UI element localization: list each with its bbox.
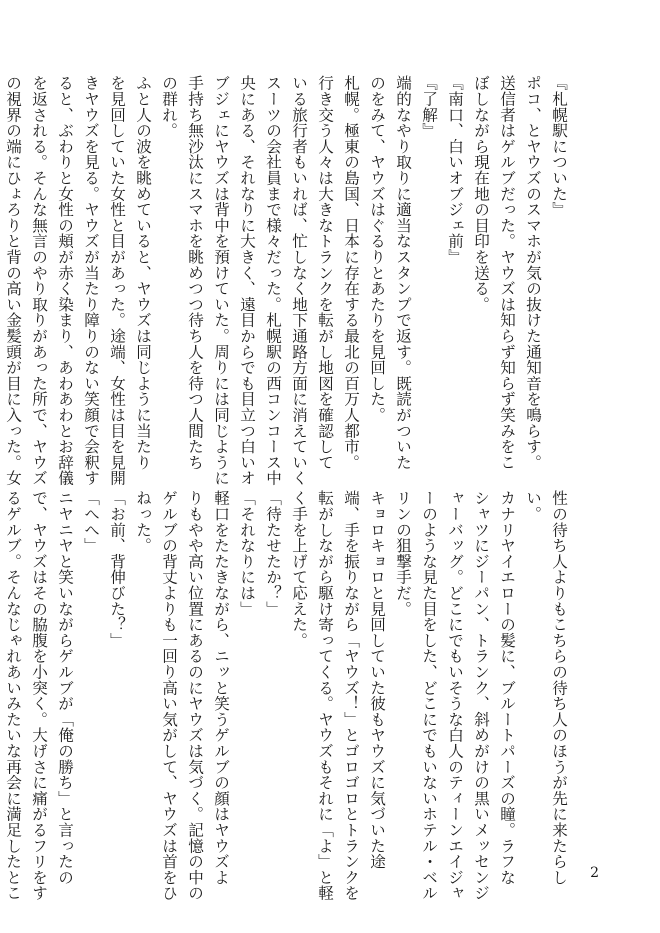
lower-text-line: で、ヤウズはその脇腹を小突く。大げさに痛がるフリをす: [30, 490, 48, 901]
lower-text-line: 性の待ち人よりもこちらの待ち人のほうが先に来たらし: [550, 490, 568, 885]
lower-text-line: ニヤニヤと笑いながらゲルブが「俺の勝ち」と言ったの: [56, 490, 74, 885]
lower-text-line: 軽口をたたきながら、ニッと笑うゲルブの顔はヤウズよ: [212, 490, 230, 885]
upper-text-line: 送信者はゲルブだった。ヤウズは知らず知らず笑みをこ: [498, 75, 516, 470]
text-block-upper: [4, 75, 572, 486]
upper-text-line: の視界の端にひょろりと背の高い金髪頭が目に入った。女: [4, 75, 22, 486]
upper-text-line: 手持ち無沙汰にスマホを眺めつつ待ち人を待つ人間たち: [186, 75, 204, 470]
lower-text-line: るゲルブ。そんなじゃれあいみたいな再会に満足したとこ: [4, 490, 22, 901]
lower-text-line: ねった。: [134, 490, 152, 554]
upper-text-line: の群れ。: [160, 75, 178, 139]
upper-text-line: 『札幌駅についた』: [550, 75, 568, 218]
lower-text-line: ーのような見た目をした、どこにでもいないホテル・ベル: [420, 490, 438, 901]
upper-text-line: 札幌。極東の島国、日本に存在する最北の百万人都市。: [342, 75, 360, 470]
upper-text-line: 『了解』: [420, 75, 438, 139]
upper-text-line: いる旅行者もいれば、忙しなく地下通路方面に消えていく: [290, 75, 308, 486]
lower-text-line: い。: [524, 490, 542, 522]
upper-text-line: 行き交う人々は大きなトランクを転がし地図を確認して: [316, 75, 334, 470]
upper-text-line: を見回していた女性と目があった。途端、女性は目を見開: [108, 75, 126, 486]
lower-text-line: 「へへ」: [82, 490, 100, 554]
lower-text-line: 転がしながら駆け寄ってくる。ヤウズもそれに「よ」と軽: [316, 490, 334, 901]
upper-text-line: ると、ぶわりと女性の頬が赤く染まり、あわあわとお辞儀: [56, 75, 74, 486]
upper-text-line: のをみて、ヤウズはぐるりとあたりを見回した。: [368, 75, 386, 423]
upper-text-line: 『南口、白いオブジェ前』: [446, 75, 464, 265]
lower-text-line: りもやや高い位置にあるのにヤウズは気づく。記憶の中の: [186, 490, 204, 901]
lower-text-line: 「それなりには」: [238, 490, 256, 617]
page-number: 2: [590, 865, 599, 881]
upper-text-line: きヤウズを見る。ヤウズが当たり障りのない笑顔で会釈す: [82, 75, 100, 486]
upper-text-line: を返される。そんな無言のやり取りがあった所で、ヤウズ: [30, 75, 48, 486]
lower-text-line: カナリヤイエローの髪に、ブルートパーズの瞳。ラフな: [498, 490, 516, 885]
lower-text-line: 「お前、背伸びた？」: [108, 490, 126, 648]
upper-text-line: ぼしながら現在地の目印を送る。: [472, 75, 490, 312]
upper-text-line: 央にある、それなりに大きく、遠目からでも目立つ白いオ: [238, 75, 256, 486]
lower-text-line: リンの狙撃手だ。: [394, 490, 412, 617]
upper-text-line: ふと人の波を眺めていると、ヤウズは同じように当たり: [134, 75, 152, 470]
lower-text-line: シャツにジーパン、トランク、斜めがけの黒いメッセンジ: [472, 490, 490, 901]
upper-text-line: ポコ、とヤウズのスマホが気の抜けた通知音を鳴らす。: [524, 75, 542, 470]
upper-text-line: スーツの会社員まで様々だった。札幌駅の西コンコース中: [264, 75, 282, 486]
lower-text-line: 端、手を振りながら「ヤウズ！」とゴロゴロとトランクを: [342, 490, 360, 901]
lower-text-line: 「待たせたか？」: [264, 490, 282, 617]
lower-text-line: く手を上げて応えた。: [290, 490, 308, 648]
text-block-lower: [4, 490, 572, 901]
lower-text-line: ゲルブの背丈よりも一回り高い気がして、ヤウズは首をひ: [160, 490, 178, 901]
lower-text-line: ャーバッグ。どこにでもいそうな白人のティーンエイジャ: [446, 490, 464, 901]
lower-text-line: キョロキョロと見回していた彼もヤウズに気づいた途: [368, 490, 386, 870]
upper-text-line: ブジェにヤウズは背中を預けていた。周りには同じように: [212, 75, 230, 486]
upper-text-line: 端的なやり取りに適当なスタンプで返す。既読がついた: [394, 75, 412, 470]
